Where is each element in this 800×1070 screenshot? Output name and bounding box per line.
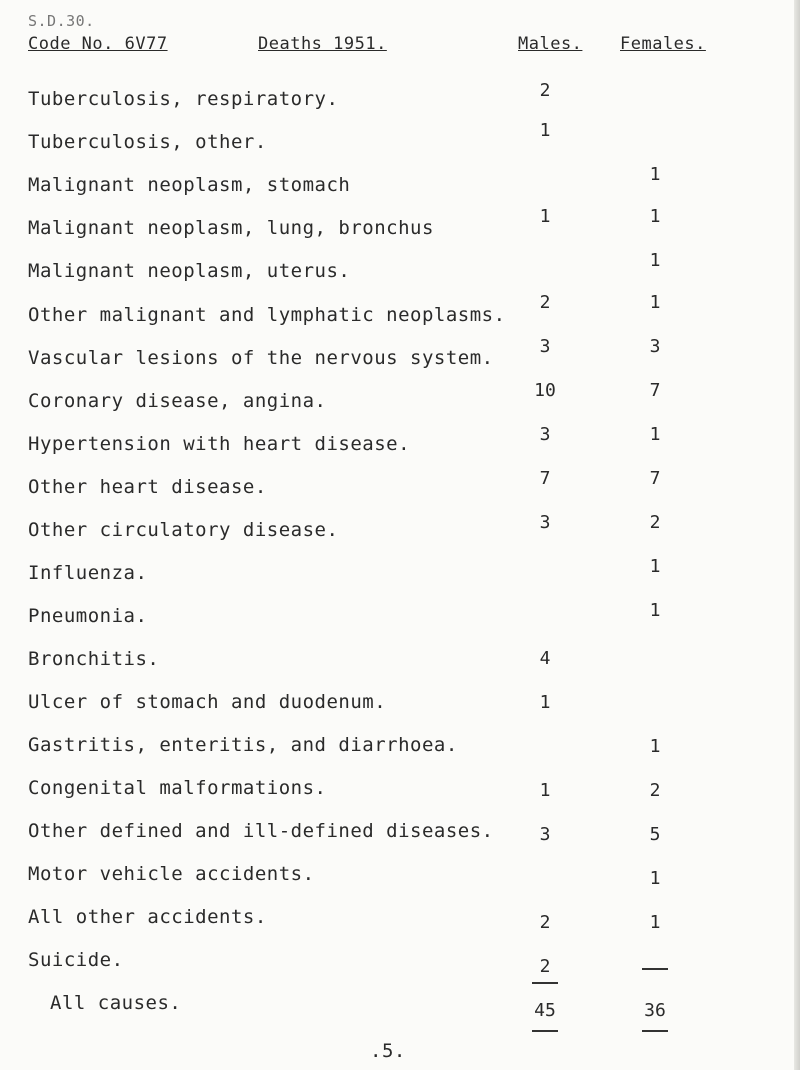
males-value: 3 — [539, 824, 551, 845]
females-value: 2 — [649, 512, 661, 533]
cause-label: Gastritis, enteritis, and diarrhoea. — [28, 734, 458, 756]
females-value: 7 — [649, 468, 661, 489]
cause-label: Tuberculosis, other. — [28, 131, 267, 153]
females-value: 1 — [649, 424, 661, 445]
males-value: 7 — [539, 468, 551, 489]
subtotal-rule — [642, 968, 668, 970]
females-value: 1 — [649, 206, 661, 227]
cause-label: Influenza. — [28, 562, 148, 584]
total-rule — [532, 1030, 558, 1032]
females-value: 1 — [649, 868, 661, 889]
females-total: 36 — [644, 1000, 666, 1021]
females-value: 3 — [649, 336, 661, 357]
cause-label: Other defined and ill-defined diseases. — [28, 820, 494, 842]
females-value: 1 — [649, 912, 661, 933]
cause-label: Malignant neoplasm, uterus. — [28, 260, 351, 282]
cause-label: Other malignant and lymphatic neoplasms. — [28, 304, 506, 326]
cause-label: Coronary disease, angina. — [28, 390, 327, 412]
females-value: 2 — [649, 780, 661, 801]
males-value: 1 — [539, 692, 551, 713]
cause-label: Pneumonia. — [28, 605, 148, 627]
cause-label: Other circulatory disease. — [28, 519, 339, 541]
males-value: 2 — [539, 912, 551, 933]
code-number: Code No. 6V77 — [28, 34, 168, 54]
males-value: 1 — [539, 780, 551, 801]
cause-label: Motor vehicle accidents. — [28, 863, 315, 885]
females-value: 1 — [649, 600, 661, 621]
males-column-heading: Males. — [518, 34, 583, 54]
cause-label: Malignant neoplasm, stomach — [28, 174, 351, 196]
females-value: 1 — [649, 250, 661, 271]
total-rule — [642, 1030, 668, 1032]
males-value: 1 — [539, 120, 551, 141]
cause-label: Suicide. — [28, 949, 124, 971]
cause-label: Bronchitis. — [28, 648, 160, 670]
cause-label: Malignant neoplasm, lung, bronchus — [28, 217, 434, 239]
females-column-heading: Females. — [620, 34, 706, 54]
males-value: 2 — [539, 956, 551, 977]
males-value: 10 — [534, 380, 556, 401]
males-value: 1 — [539, 206, 551, 227]
cause-label: Other heart disease. — [28, 476, 267, 498]
females-value: 1 — [649, 736, 661, 757]
cause-label: Ulcer of stomach and duodenum. — [28, 691, 387, 713]
cause-label: Tuberculosis, respiratory. — [28, 88, 339, 110]
document-reference: S.D.30. — [28, 12, 95, 30]
males-value: 3 — [539, 512, 551, 533]
cause-label: All other accidents. — [28, 906, 267, 928]
subtotal-rule — [532, 982, 558, 984]
females-value: 5 — [649, 824, 661, 845]
page-edge-shadow — [794, 0, 800, 1070]
females-value: 7 — [649, 380, 661, 401]
all-causes-label: All causes. — [50, 992, 182, 1014]
females-value: 1 — [649, 164, 661, 185]
deaths-year-heading: Deaths 1951. — [258, 34, 387, 54]
males-value: 2 — [539, 80, 551, 101]
males-value: 3 — [539, 424, 551, 445]
cause-label: Vascular lesions of the nervous system. — [28, 347, 494, 369]
males-value: 4 — [539, 648, 551, 669]
females-value: 1 — [649, 556, 661, 577]
males-value: 2 — [539, 292, 551, 313]
females-value: 1 — [649, 292, 661, 313]
cause-label: Hypertension with heart disease. — [28, 433, 411, 455]
males-value: 3 — [539, 336, 551, 357]
cause-label: Congenital malformations. — [28, 777, 327, 799]
males-total: 45 — [534, 1000, 556, 1021]
page-number: .5. — [370, 1040, 406, 1062]
